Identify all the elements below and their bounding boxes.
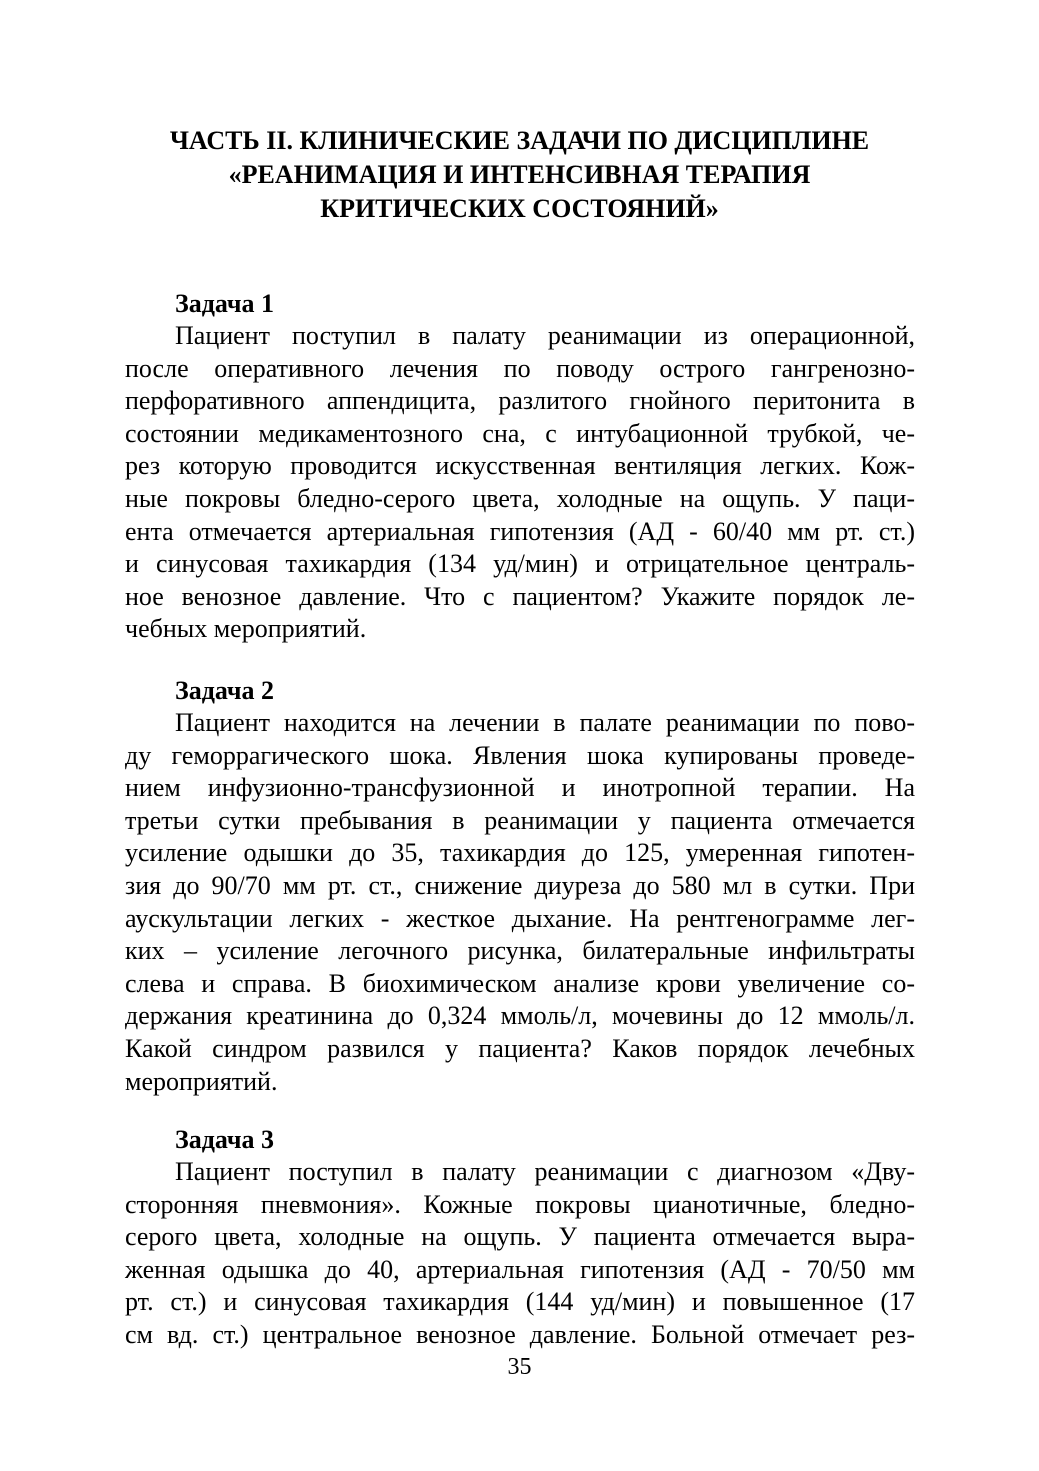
task-text [125,707,915,1098]
text-line: серого цвета, холодные на ощупь. У пациента отмечается выра- [125,1222,915,1252]
text-line: мероприятий. [125,1066,278,1096]
task-2 [125,675,915,1098]
text-line: усиление одышки до 35, тахикардия до 125, умеренная гипотен- [125,838,915,868]
text-line: ента отмечается артериальная гипотензия (АД - 60/40 мм рт. ст.) [125,516,915,546]
text-line: ду геморрагического шока. Явления шока купированы проведе- [125,740,915,770]
text-line: чебных мероприятий. [125,614,367,644]
task-3 [125,1124,915,1352]
task-1 [125,288,915,646]
text-line: аускультации легких - жесткое дыхание. На рентгенограмме лег- [125,903,915,933]
task-text [125,1156,915,1352]
text-line: и синусовая тахикардия (134 уд/мин) и отрицательное централь- [125,549,915,579]
text-line: Какой синдром развился у пациента? Каков порядок лечебных [125,1033,915,1063]
text-line: нием инфузионно-трансфузионной и инотропной терапии. На [125,773,915,803]
text-line: после оперативного лечения по поводу острого гангренозно- [125,353,915,383]
text-line: состоянии медикаментозного сна, с интубационной трубкой, че- [125,418,915,448]
text-line: держания креатинина до 0,324 ммоль/л, мочевины до 12 ммоль/л. [125,1001,915,1031]
text-line: см вд. ст.) центральное венозное давление. Больной отмечает рез- [125,1319,915,1349]
text-line: Пациент находится на лечении в палате реанимации по пово- [175,708,915,737]
task-heading: Задача 3 [175,1125,274,1154]
text-line: ное венозное давление. Что с пациентом? Укажите порядок ле- [125,581,915,611]
part-title [0,124,1039,226]
text-line: зия до 90/70 мм рт. ст., снижение диуреза до 580 мл в сутки. При [125,870,915,900]
part-title-line: ЧАСТЬ II. КЛИНИЧЕСКИЕ ЗАДАЧИ ПО ДИСЦИПЛИНЕ [169,126,870,155]
text-line: рт. ст.) и синусовая тахикардия (144 уд/мин) и повышенное (17 [125,1287,915,1317]
text-line: рез которую проводится искусственная вентиляция легких. Кож- [125,451,915,481]
text-line: слева и справа. В биохимическом анализе крови увеличение со- [125,968,915,998]
text-line: ные покровы бледно-серого цвета, холодные на ощупь. У паци- [125,483,915,513]
part-title-line: «РЕАНИМАЦИЯ И ИНТЕНСИВНАЯ ТЕРАПИЯ [228,160,811,189]
part-title-line: КРИТИЧЕСКИХ СОСТОЯНИЙ» [320,194,719,223]
text-line: третьи сутки пребывания в реанимации у пациента отмечается [125,805,915,835]
text-line: Пациент поступил в палату реанимации из операционной, [175,321,915,350]
task-heading: Задача 1 [175,289,274,318]
text-line: перфоративного аппендицита, разлитого гнойного перитонита в [125,386,915,416]
page-number: 35 [507,1354,532,1380]
text-line: женная одышка до 40, артериальная гипотензия (АД - 70/50 мм [125,1254,915,1284]
task-text [125,320,915,646]
text-line: ких – усиление легочного рисунка, билатеральные инфильтраты [125,936,915,966]
text-line: Пациент поступил в палату реанимации с диагнозом «Дву- [175,1157,915,1186]
task-heading: Задача 2 [175,676,274,705]
text-line: сторонняя пневмония». Кожные покровы цианотичные, бледно- [125,1189,915,1219]
